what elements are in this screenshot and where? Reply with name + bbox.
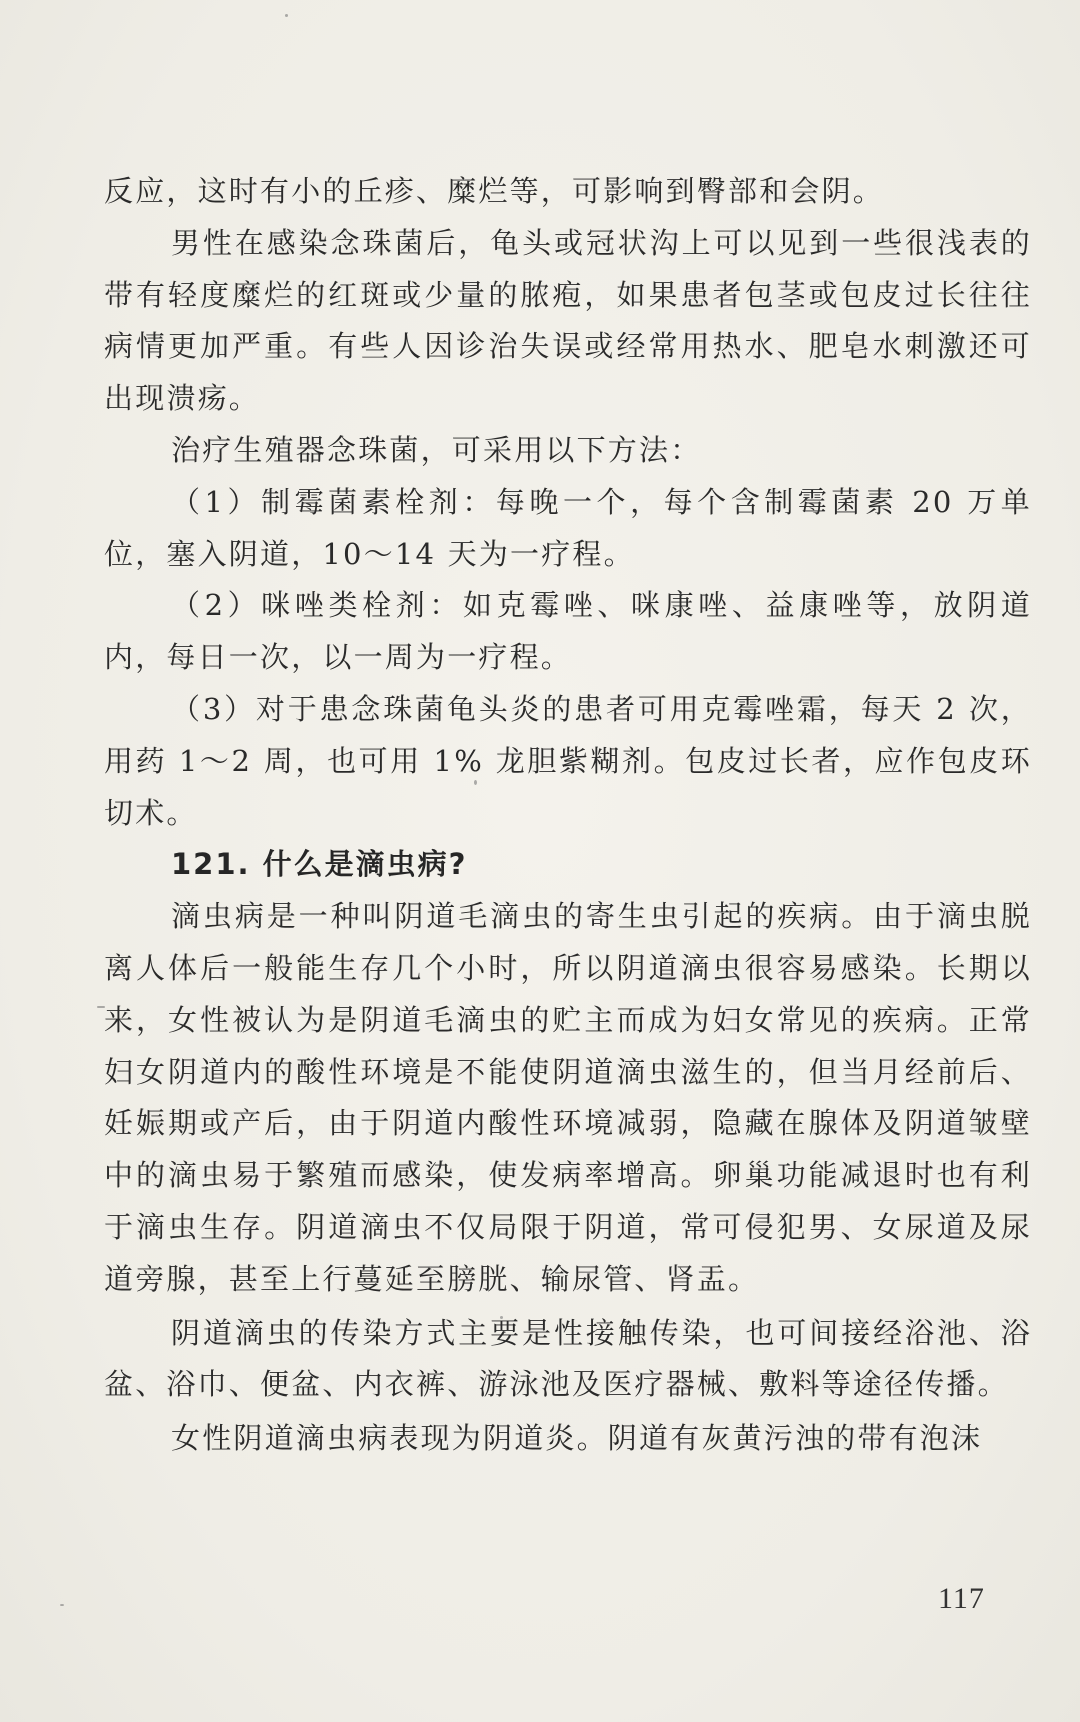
- page-text: [104, 166, 1032, 1465]
- section-heading: 121. 什么是滴虫病?: [171, 847, 468, 882]
- paragraph-female-symptoms: 女性阴道滴虫病表现为阴道炎。阴道有灰黄污浊的带有泡沫: [171, 1421, 983, 1456]
- scan-speck: [285, 14, 288, 17]
- paragraph-treatment-1: （1）制霉菌素栓剂：每晚一个，每个含制霉菌素 20 万单位，塞入阴道，10～14 天为一疗程。: [104, 484, 1032, 571]
- paragraph-treatment-2: （2）咪唑类栓剂：如克霉唑、咪康唑、益康唑等，放阴道内，每日一次，以一周为一疗程。: [104, 588, 1032, 675]
- paragraph-continued: 反应，这时有小的丘疹、糜烂等，可影响到臀部和会阴。: [104, 174, 885, 208]
- paragraph-male-symptoms: 男性在感染念珠菌后，龟头或冠状沟上可以见到一些很浅表的带有轻度糜烂的红斑或少量的脓疱，如果患者包茎或包皮过长往往病情更加严重。有些人因诊治失误或经常用热水、肥皂水刺激还可出现溃疡。: [104, 225, 1032, 416]
- paragraph-treatment-3: （3）对于患念珠菌龟头炎的患者可用克霉唑霜，每天 2 次，用药 1～2 周，也可用 1% 龙胆紫糊剂。包皮过长者，应作包皮环切术。: [104, 691, 1032, 830]
- page-number: 117: [938, 1582, 985, 1615]
- paragraph-transmission: 阴道滴虫的传染方式主要是性接触传染，也可间接经浴池、浴盆、浴巾、便盆、内衣裤、游泳池及医疗器械、敷料等途径传播。: [104, 1315, 1032, 1402]
- paragraph-trichomoniasis-intro: 滴虫病是一种叫阴道毛滴虫的寄生虫引起的疾病。由于滴虫脱离人体后一般能生存几个小时，所以阴道滴虫很容易感染。长期以来，女性被认为是阴道毛滴虫的贮主而成为妇女常见的疾病。正常妇女阴道内的酸性环境是不能使阴道滴虫滋生的，但当月经前后、妊娠期或产后，由于阴道内酸性环境减弱，隐藏在腺体及阴道皱壁中的滴虫易于繁殖而感染，使发病率增高。卵巢功能减退时也有利于滴虫生存。阴道滴虫不仅局限于阴道，常可侵犯男、女尿道及尿道旁腺，甚至上行蔓延至膀胱、输尿管、肾盂。: [104, 899, 1032, 1296]
- scan-speck: [60, 1604, 64, 1606]
- paragraph-treatment-intro: 治疗生殖器念珠菌，可采用以下方法：: [171, 432, 702, 467]
